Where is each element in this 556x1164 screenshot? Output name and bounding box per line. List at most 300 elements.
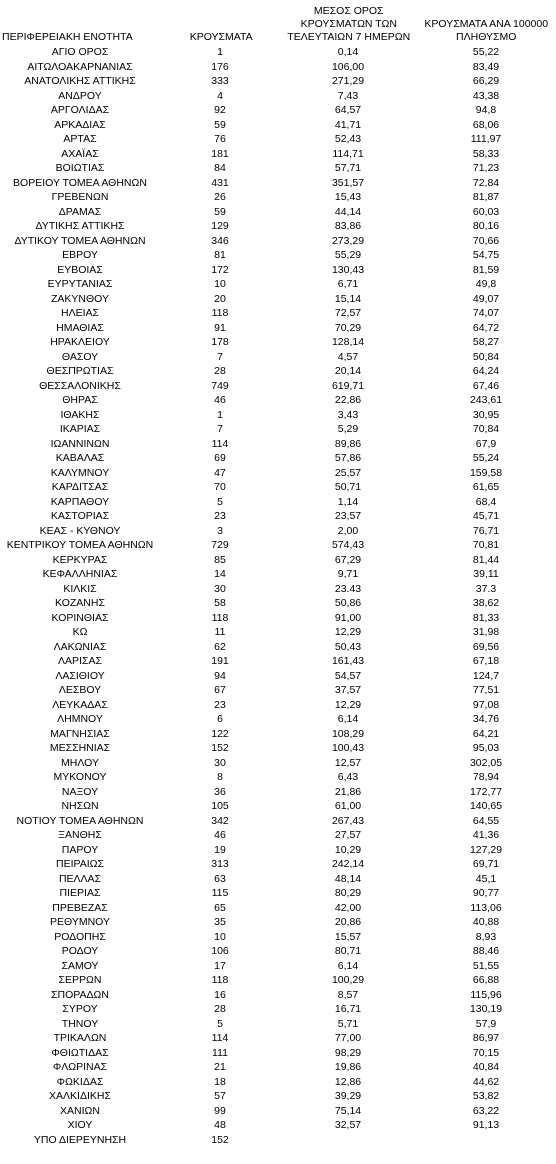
- cell-cases: 92: [214, 104, 226, 116]
- cell-cases: 48: [214, 1119, 226, 1131]
- table-row: [0, 828, 556, 843]
- cell-per100k: 60,03: [472, 205, 500, 218]
- cell-cases: 122: [211, 727, 229, 740]
- cell-region: ΛΗΜΝΟΥ: [57, 713, 103, 725]
- cell-region: ΛΕΣΒΟΥ: [58, 684, 102, 696]
- cell-avg7: 20,86: [334, 916, 362, 928]
- cell-region: ΚΕΡΚΥΡΑΣ: [52, 553, 108, 566]
- table-row: [0, 683, 556, 698]
- cell-per100k: 51,55: [472, 959, 500, 972]
- cell-per100k: 37.3: [475, 582, 497, 595]
- cell-cases: 152: [211, 1133, 229, 1146]
- cell-avg7: 574,43: [331, 539, 365, 551]
- cell-cases: 181: [211, 147, 229, 160]
- cell-avg7: 50,86: [334, 597, 362, 609]
- cell-cases: 5: [217, 1017, 223, 1030]
- table-row: [0, 263, 556, 278]
- cell-cases: 6: [217, 713, 223, 725]
- cell-avg7: 267,43: [331, 814, 365, 827]
- cell-avg7: 6,43: [337, 771, 359, 783]
- cell-avg7: 27,57: [334, 829, 362, 841]
- cell-per100k: 130,19: [469, 1003, 503, 1015]
- cell-per100k: 49,8: [475, 278, 497, 290]
- cell-per100k: 81,33: [472, 611, 500, 624]
- table-row: [0, 915, 556, 930]
- table-row: [0, 1002, 556, 1017]
- cell-cases: 62: [214, 640, 226, 653]
- cell-avg7: 15,14: [334, 292, 362, 305]
- cell-cases: 30: [214, 582, 226, 595]
- cell-region: ΑΓΙΟ ΟΡΟΣ: [51, 46, 109, 58]
- cell-region: ΥΠΟ ΔΙΕΡΕΥΝΗΣΗ: [33, 1133, 127, 1146]
- cell-cases: 28: [214, 365, 226, 377]
- table-row: [0, 886, 556, 901]
- cell-per100k: 67,9: [475, 437, 497, 450]
- cell-region: ΠΑΡΟΥ: [61, 843, 99, 856]
- cell-per100k: 111,97: [470, 133, 502, 145]
- cell-region: ΣΑΜΟΥ: [61, 959, 99, 972]
- cell-region: ΡΟΔΟΠΗΣ: [54, 930, 106, 943]
- cell-per100k: 8,93: [475, 930, 497, 943]
- cell-cases: 346: [211, 234, 229, 247]
- cell-per100k: 45,1: [475, 872, 497, 885]
- table-row: [0, 89, 556, 104]
- table-row: [0, 118, 556, 133]
- cell-region: ΑΝΑΤΟΛΙΚΗΣ ΑΤΤΙΚΗΣ: [24, 75, 136, 87]
- cell-avg7: 6,71: [337, 278, 359, 290]
- cell-per100k: 68,4: [475, 495, 497, 508]
- cell-per100k: 44,62: [472, 1075, 500, 1088]
- cell-region: ΚΟΖΑΝΗΣ: [55, 597, 105, 609]
- table-row: [0, 640, 556, 655]
- cell-region: ΙΚΑΡΙΑΣ: [59, 423, 101, 435]
- cell-cases: 58: [214, 597, 226, 609]
- cell-per100k: 80,16: [472, 220, 500, 232]
- table-row: [0, 480, 556, 495]
- cell-avg7: 161,43: [331, 655, 365, 667]
- cell-region: ΝΗΣΩΝ: [61, 800, 99, 812]
- cell-cases: 67: [214, 684, 226, 696]
- cell-per100k: 88,46: [472, 945, 500, 957]
- cell-region: ΛΕΥΚΑΔΑΣ: [52, 698, 108, 711]
- cell-cases: 342: [211, 814, 229, 827]
- header-cases: ΚΡΟΥΣΜΑΤΑ: [189, 31, 253, 43]
- cell-cases: 172: [211, 263, 229, 276]
- cell-avg7: 50,43: [334, 640, 362, 653]
- cell-per100k: 91,13: [472, 1119, 500, 1131]
- cell-avg7: 75,14: [334, 1104, 362, 1117]
- cell-region: ΕΥΒΟΙΑΣ: [57, 263, 103, 276]
- cell-per100k: 124,7: [472, 669, 500, 682]
- header-per100k: [417, 18, 556, 44]
- cell-cases: 5: [217, 495, 223, 508]
- cell-per100k: 69,56: [472, 640, 500, 653]
- cell-per100k: 83,49: [472, 60, 500, 73]
- table-row: [0, 872, 556, 887]
- cell-region: ΑΝΔΡΟΥ: [58, 89, 102, 102]
- cell-per100k: 58,27: [472, 336, 500, 348]
- cell-per100k: 159,58: [469, 466, 503, 479]
- cell-cases: 3: [217, 524, 223, 537]
- cell-region: ΑΡΓΟΛΙΔΑΣ: [50, 104, 110, 116]
- table-row: [0, 234, 556, 249]
- cell-avg7: 57,86: [334, 452, 362, 464]
- table-row: [0, 1075, 556, 1090]
- cell-per100k: 90,77: [472, 887, 500, 899]
- cell-region: ΜΕΣΣΗΝΙΑΣ: [49, 742, 111, 754]
- cell-region: ΕΒΡΟΥ: [62, 249, 98, 261]
- cell-cases: 4: [217, 89, 223, 102]
- cell-region: ΠΡΕΒΕΖΑΣ: [52, 901, 108, 914]
- cell-region: ΣΥΡΟΥ: [62, 1003, 98, 1015]
- cell-per100k: 41,36: [472, 829, 500, 841]
- cell-per100k: 66,29: [472, 75, 500, 87]
- cell-cases: 65: [214, 901, 226, 914]
- cell-per100k: 81,44: [472, 553, 500, 566]
- cell-per100k: 38,62: [472, 597, 500, 609]
- cell-per100k: 71,23: [472, 162, 500, 174]
- cell-cases: 28: [214, 1003, 226, 1015]
- cell-cases: 59: [214, 118, 226, 131]
- cell-avg7: 22,86: [334, 394, 362, 406]
- table-row: [0, 553, 556, 568]
- cell-per100k: 127,29: [469, 843, 503, 856]
- cell-per100k: 69,71: [472, 858, 500, 870]
- table-row: [0, 306, 556, 321]
- cell-per100k: 40,88: [472, 916, 500, 928]
- cell-cases: 81: [214, 249, 226, 261]
- cell-per100k: 113,06: [470, 901, 502, 914]
- cell-per100k: 76,71: [472, 524, 500, 537]
- cell-per100k: 95,03: [472, 742, 500, 754]
- cell-per100k: 67,46: [472, 379, 500, 392]
- cell-avg7: 91,00: [334, 611, 362, 624]
- cell-cases: 69: [214, 452, 226, 464]
- cell-cases: 749: [211, 379, 229, 392]
- cell-cases: 57: [214, 1090, 226, 1102]
- header-avg7-line3: ΤΕΛΕΥΤΑΙΩΝ 7 ΗΜΕΡΩΝ: [287, 31, 411, 43]
- table-row: [0, 45, 556, 60]
- cell-region: ΣΕΡΡΩΝ: [58, 974, 102, 986]
- table-row: [0, 596, 556, 611]
- table-row: [0, 901, 556, 916]
- cell-region: ΚΕΑΣ - ΚΥΘΝΟΥ: [39, 524, 121, 537]
- cell-cases: 118: [211, 307, 229, 319]
- cell-cases: 76: [214, 133, 226, 145]
- cell-cases: 16: [214, 988, 226, 1001]
- table-row: [0, 785, 556, 800]
- cell-cases: 46: [214, 829, 226, 841]
- cell-avg7: 7,43: [337, 89, 359, 102]
- cell-cases: 46: [214, 394, 226, 406]
- table-row: [0, 799, 556, 814]
- cell-per100k: 64,21: [472, 727, 500, 740]
- cell-per100k: 58,33: [472, 147, 500, 160]
- cell-region: ΘΕΣΠΡΩΤΙΑΣ: [46, 365, 114, 377]
- cell-avg7: 19,86: [334, 1061, 362, 1073]
- cell-avg7: 3,43: [337, 408, 359, 421]
- cell-avg7: 50,71: [334, 481, 362, 493]
- cell-region: ΚΙΛΚΙΣ: [63, 582, 97, 595]
- table-row: [0, 466, 556, 481]
- cell-avg7: 21,86: [334, 785, 362, 798]
- cell-avg7: 25,57: [334, 466, 362, 479]
- cell-avg7: 106,00: [331, 60, 365, 73]
- cell-avg7: 0,14: [337, 46, 359, 58]
- table-row: [0, 205, 556, 220]
- cell-avg7: 273,29: [331, 234, 365, 247]
- cell-cases: 106: [211, 945, 229, 957]
- cell-region: ΖΑΚΥΝΘΟΥ: [50, 292, 109, 305]
- cell-avg7: 23.43: [334, 582, 362, 595]
- table-row: [0, 60, 556, 75]
- cell-cases: 115: [211, 887, 229, 899]
- cell-avg7: 41,71: [334, 118, 362, 131]
- cell-cases: 152: [211, 742, 229, 754]
- table-row: [0, 393, 556, 408]
- cell-region: ΧΑΝΙΩΝ: [60, 1104, 100, 1117]
- cell-per100k: 30,95: [472, 408, 500, 421]
- cell-region: ΦΛΩΡΙΝΑΣ: [52, 1061, 108, 1073]
- cell-cases: 176: [211, 60, 229, 73]
- table-header: [0, 0, 556, 45]
- cell-avg7: 98,29: [334, 1046, 362, 1059]
- cell-region: ΠΙΕΡΙΑΣ: [59, 887, 101, 899]
- cell-region: ΚΟΡΙΝΘΙΑΣ: [51, 611, 109, 624]
- table-row: [0, 756, 556, 771]
- cell-cases: 7: [217, 423, 223, 435]
- cell-cases: 118: [211, 611, 229, 624]
- cell-region: ΧΙΟΥ: [67, 1119, 93, 1131]
- cell-per100k: 172,77: [469, 785, 503, 798]
- cell-per100k: 140,65: [469, 800, 503, 812]
- cell-region: ΡΟΔΟΥ: [61, 945, 99, 957]
- table-row: [0, 611, 556, 626]
- cell-cases: 191: [211, 655, 229, 667]
- table-row: [0, 625, 556, 640]
- cell-region: ΚΑΛΥΜΝΟΥ: [50, 466, 110, 479]
- cell-per100k: 49,07: [472, 292, 500, 305]
- table-row: [0, 930, 556, 945]
- cell-avg7: 100,29: [331, 974, 365, 986]
- table-row: [0, 843, 556, 858]
- cell-cases: 14: [214, 568, 226, 580]
- cell-cases: 7: [217, 350, 223, 363]
- table-row: [0, 959, 556, 974]
- cell-per100k: 39,11: [473, 568, 499, 580]
- cell-region: ΛΑΚΩΝΙΑΣ: [53, 640, 107, 653]
- cell-region: ΙΩΑΝΝΙΝΩΝ: [50, 437, 110, 450]
- cell-cases: 111: [212, 1046, 228, 1059]
- table-row: [0, 727, 556, 742]
- cell-per100k: 243,61: [469, 394, 503, 406]
- cell-avg7: 83,86: [334, 220, 362, 232]
- cell-per100k: 81,59: [472, 263, 500, 276]
- table-row: [0, 944, 556, 959]
- cell-cases: 129: [211, 220, 229, 232]
- cell-region: ΘΗΡΑΣ: [62, 394, 98, 406]
- table-row: [0, 973, 556, 988]
- cell-avg7: 351,57: [331, 176, 365, 189]
- cell-per100k: 61,65: [472, 481, 500, 493]
- cell-cases: 20: [214, 292, 226, 305]
- table-row: [0, 814, 556, 829]
- cell-per100k: 78,94: [472, 771, 500, 783]
- cell-cases: 1: [217, 408, 223, 421]
- table-row: [0, 988, 556, 1003]
- cell-cases: 18: [214, 1075, 226, 1088]
- table-row: [0, 364, 556, 379]
- cell-per100k: 34,76: [472, 713, 500, 725]
- cell-avg7: 77,00: [334, 1032, 362, 1044]
- cell-region: ΔΥΤΙΚΗΣ ΑΤΤΙΚΗΣ: [35, 220, 125, 232]
- cell-region: ΘΕΣΣΑΛΟΝΙΚΗΣ: [39, 379, 121, 392]
- cell-cases: 35: [214, 916, 226, 928]
- cell-region: ΛΑΡΙΣΑΣ: [58, 655, 102, 667]
- cell-avg7: 4,57: [337, 350, 359, 363]
- cell-region: ΡΕΘΥΜΝΟΥ: [49, 916, 110, 928]
- cell-region: ΛΑΣΙΘΙΟΥ: [55, 669, 105, 682]
- table-row: [0, 509, 556, 524]
- cell-avg7: 8,57: [337, 988, 359, 1001]
- cell-avg7: 9,71: [337, 568, 359, 580]
- cell-avg7: 6,14: [337, 959, 359, 972]
- table-row: [0, 219, 556, 234]
- cell-region: ΝΑΞΟΥ: [61, 785, 99, 798]
- cell-region: ΕΥΡΥΤΑΝΙΑΣ: [47, 278, 113, 290]
- cell-per100k: 302,05: [469, 756, 503, 769]
- cell-avg7: 67,29: [334, 553, 362, 566]
- table-row: [0, 292, 556, 307]
- cell-region: ΚΩ: [72, 626, 88, 638]
- cell-per100k: 77,51: [472, 684, 500, 696]
- cell-per100k: 72,84: [472, 176, 500, 189]
- cell-avg7: 108,29: [331, 727, 365, 740]
- table-row: [0, 495, 556, 510]
- cell-region: ΔΡΑΜΑΣ: [58, 205, 102, 218]
- cell-per100k: 54,75: [472, 249, 500, 261]
- cell-cases: 333: [211, 75, 229, 87]
- cell-avg7: 12,29: [334, 626, 362, 638]
- cell-avg7: 6,14: [337, 713, 359, 725]
- table-row: [0, 567, 556, 582]
- cell-region: ΚΑΒΑΛΑΣ: [55, 452, 105, 464]
- cell-avg7: 1,14: [337, 495, 359, 508]
- cell-per100k: 115,96: [470, 988, 502, 1001]
- cell-region: ΒΟΡΕΙΟΥ ΤΟΜΕΑ ΑΘΗΝΩΝ: [13, 176, 147, 189]
- cell-region: ΑΡΤΑΣ: [63, 133, 97, 145]
- cell-region: ΚΑΡΠΑΘΟΥ: [50, 495, 110, 508]
- cell-avg7: 70,29: [334, 321, 362, 334]
- cell-per100k: 68,06: [472, 118, 500, 131]
- cell-region: ΘΑΣΟΥ: [61, 350, 99, 363]
- cell-cases: 84: [214, 162, 226, 174]
- cell-avg7: [280, 1133, 416, 1148]
- header-region: ΠΕΡΙΦΕΡΕΙΑΚΗ ΕΝΟΤΗΤΑ: [2, 31, 133, 43]
- cell-cases: 36: [214, 785, 226, 798]
- table-row: [0, 74, 556, 89]
- cell-per100k: 50,84: [472, 350, 500, 363]
- cell-avg7: 16,71: [334, 1003, 362, 1015]
- table-row: [0, 524, 556, 539]
- cell-avg7: 271,29: [331, 75, 365, 87]
- cell-cases: 47: [214, 466, 226, 479]
- table-row: [0, 161, 556, 176]
- header-avg7: [281, 5, 417, 44]
- cell-cases: 19: [214, 843, 226, 856]
- cell-avg7: 37,57: [334, 684, 362, 696]
- cell-region: ΞΑΝΘΗΣ: [58, 829, 102, 841]
- cell-cases: 26: [214, 191, 226, 203]
- cell-region: ΗΛΕΙΑΣ: [60, 307, 99, 319]
- cell-per100k: 63,22: [472, 1104, 500, 1117]
- cell-per100k: 97,08: [472, 698, 500, 711]
- cell-avg7: 20,14: [334, 365, 362, 377]
- cell-per100k: 66,88: [472, 974, 500, 986]
- cell-per100k: 94,8: [475, 104, 497, 116]
- cell-avg7: 64,57: [334, 104, 362, 116]
- cell-avg7: 72,57: [334, 307, 362, 319]
- table-row: [0, 1133, 556, 1148]
- cell-per100k: 74,07: [472, 307, 500, 319]
- cell-avg7: 12,57: [334, 756, 362, 769]
- cell-per100k: 31,98: [472, 626, 500, 638]
- cell-cases: 178: [211, 336, 229, 348]
- cell-region: ΠΕΛΛΑΣ: [58, 872, 102, 885]
- cell-cases: 21: [214, 1061, 226, 1073]
- cell-avg7: 10,29: [334, 843, 362, 856]
- cell-region: ΑΙΤΩΛΟΑΚΑΡΝΑΝΙΑΣ: [27, 60, 133, 73]
- cell-avg7: 42,00: [334, 901, 362, 914]
- cell-avg7: 80,29: [334, 887, 362, 899]
- table-row: [0, 582, 556, 597]
- table-row: [0, 437, 556, 452]
- cell-cases: 114: [211, 1032, 229, 1044]
- cell-per100k: 70,66: [472, 234, 500, 247]
- cell-cases: 63: [214, 872, 226, 885]
- cell-avg7: 39,29: [334, 1090, 362, 1102]
- cell-cases: 91: [214, 321, 226, 334]
- cell-region: ΤΡΙΚΑΛΩΝ: [53, 1032, 107, 1044]
- cell-cases: 70: [214, 481, 226, 493]
- cell-region: ΜΥΚΟΝΟΥ: [53, 771, 107, 783]
- cell-avg7: 114,71: [332, 147, 364, 160]
- cell-avg7: 15,57: [334, 930, 362, 943]
- table-row: [0, 190, 556, 205]
- cell-cases: 17: [214, 959, 226, 972]
- cell-cases: 729: [211, 539, 229, 551]
- cell-cases: 8: [217, 771, 223, 783]
- cell-region: ΚΕΦΑΛΛΗΝΙΑΣ: [42, 568, 118, 580]
- table-row: [0, 103, 556, 118]
- cell-region: ΚΕΝΤΡΙΚΟΥ ΤΟΜΕΑ ΑΘΗΝΩΝ: [6, 539, 154, 551]
- cell-cases: 23: [214, 510, 226, 522]
- cell-per100k: 53,82: [472, 1090, 500, 1102]
- cell-avg7: 619,71: [331, 379, 365, 392]
- cell-cases: 1: [217, 46, 223, 58]
- table-row: [0, 1089, 556, 1104]
- cell-avg7: 57,71: [334, 162, 362, 174]
- cell-cases: 94: [214, 669, 226, 682]
- cell-cases: 11: [214, 626, 226, 638]
- cell-avg7: 89,86: [334, 437, 362, 450]
- cell-avg7: 130,43: [331, 263, 365, 276]
- cell-avg7: 55,29: [334, 249, 362, 261]
- table-row: [0, 147, 556, 162]
- cell-per100k: 40,84: [472, 1061, 500, 1073]
- table-row: [0, 422, 556, 437]
- cell-per100k: 70,81: [472, 539, 500, 551]
